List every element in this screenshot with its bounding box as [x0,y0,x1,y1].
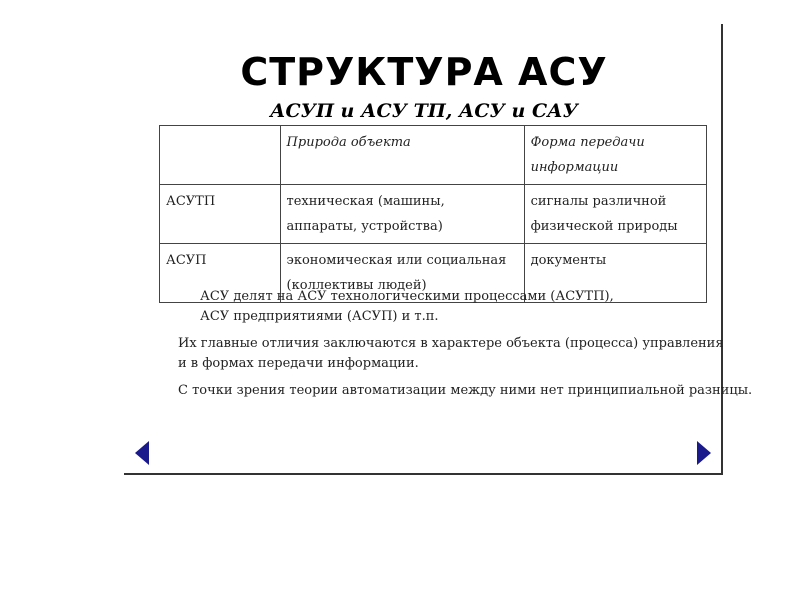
table-row [160,185,707,244]
slide-frame-bottom [124,473,723,475]
table-cell: сигналы различной физической природы [524,185,706,244]
paragraph-line: АСУ делят на АСУ технологическими процессами (АСУТП), [200,289,614,304]
table-cell: АСУП [160,244,281,303]
paragraph-classification [200,287,614,327]
triangle-right-icon[interactable] [697,441,711,465]
slide-subtitle: АСУП и АСУ ТП, АСУ и САУ [269,100,579,122]
triangle-left-icon[interactable] [135,441,149,465]
paragraph-line: С точки зрения теории автоматизации между ними нет принципиальной разницы. [178,383,753,398]
paragraph-line: Их главные отличия заключаются в характере объекта (процесса) управления [178,336,724,351]
paragraph-line: АСУ предприятиями (АСУП) и т.п. [200,309,439,324]
comparison-table [159,125,707,303]
paragraph-line: и в формах передачи информации. [178,356,419,371]
table-header-cell [160,126,281,185]
table-cell: техническая (машины, аппараты, устройства) [280,185,524,244]
paragraph-differences [178,334,724,374]
table-cell: АСУТП [160,185,281,244]
table-cell: экономическая или социальная (коллективы людей) [280,244,524,303]
table-header-cell: Природа объекта [280,126,524,185]
paragraph-theory [178,381,752,401]
slide-title: СТРУКТУРА АСУ [240,50,608,94]
table-cell: документы [524,244,706,303]
table-header-cell: Форма передачи информации [524,126,706,185]
table-header-row [160,126,707,185]
